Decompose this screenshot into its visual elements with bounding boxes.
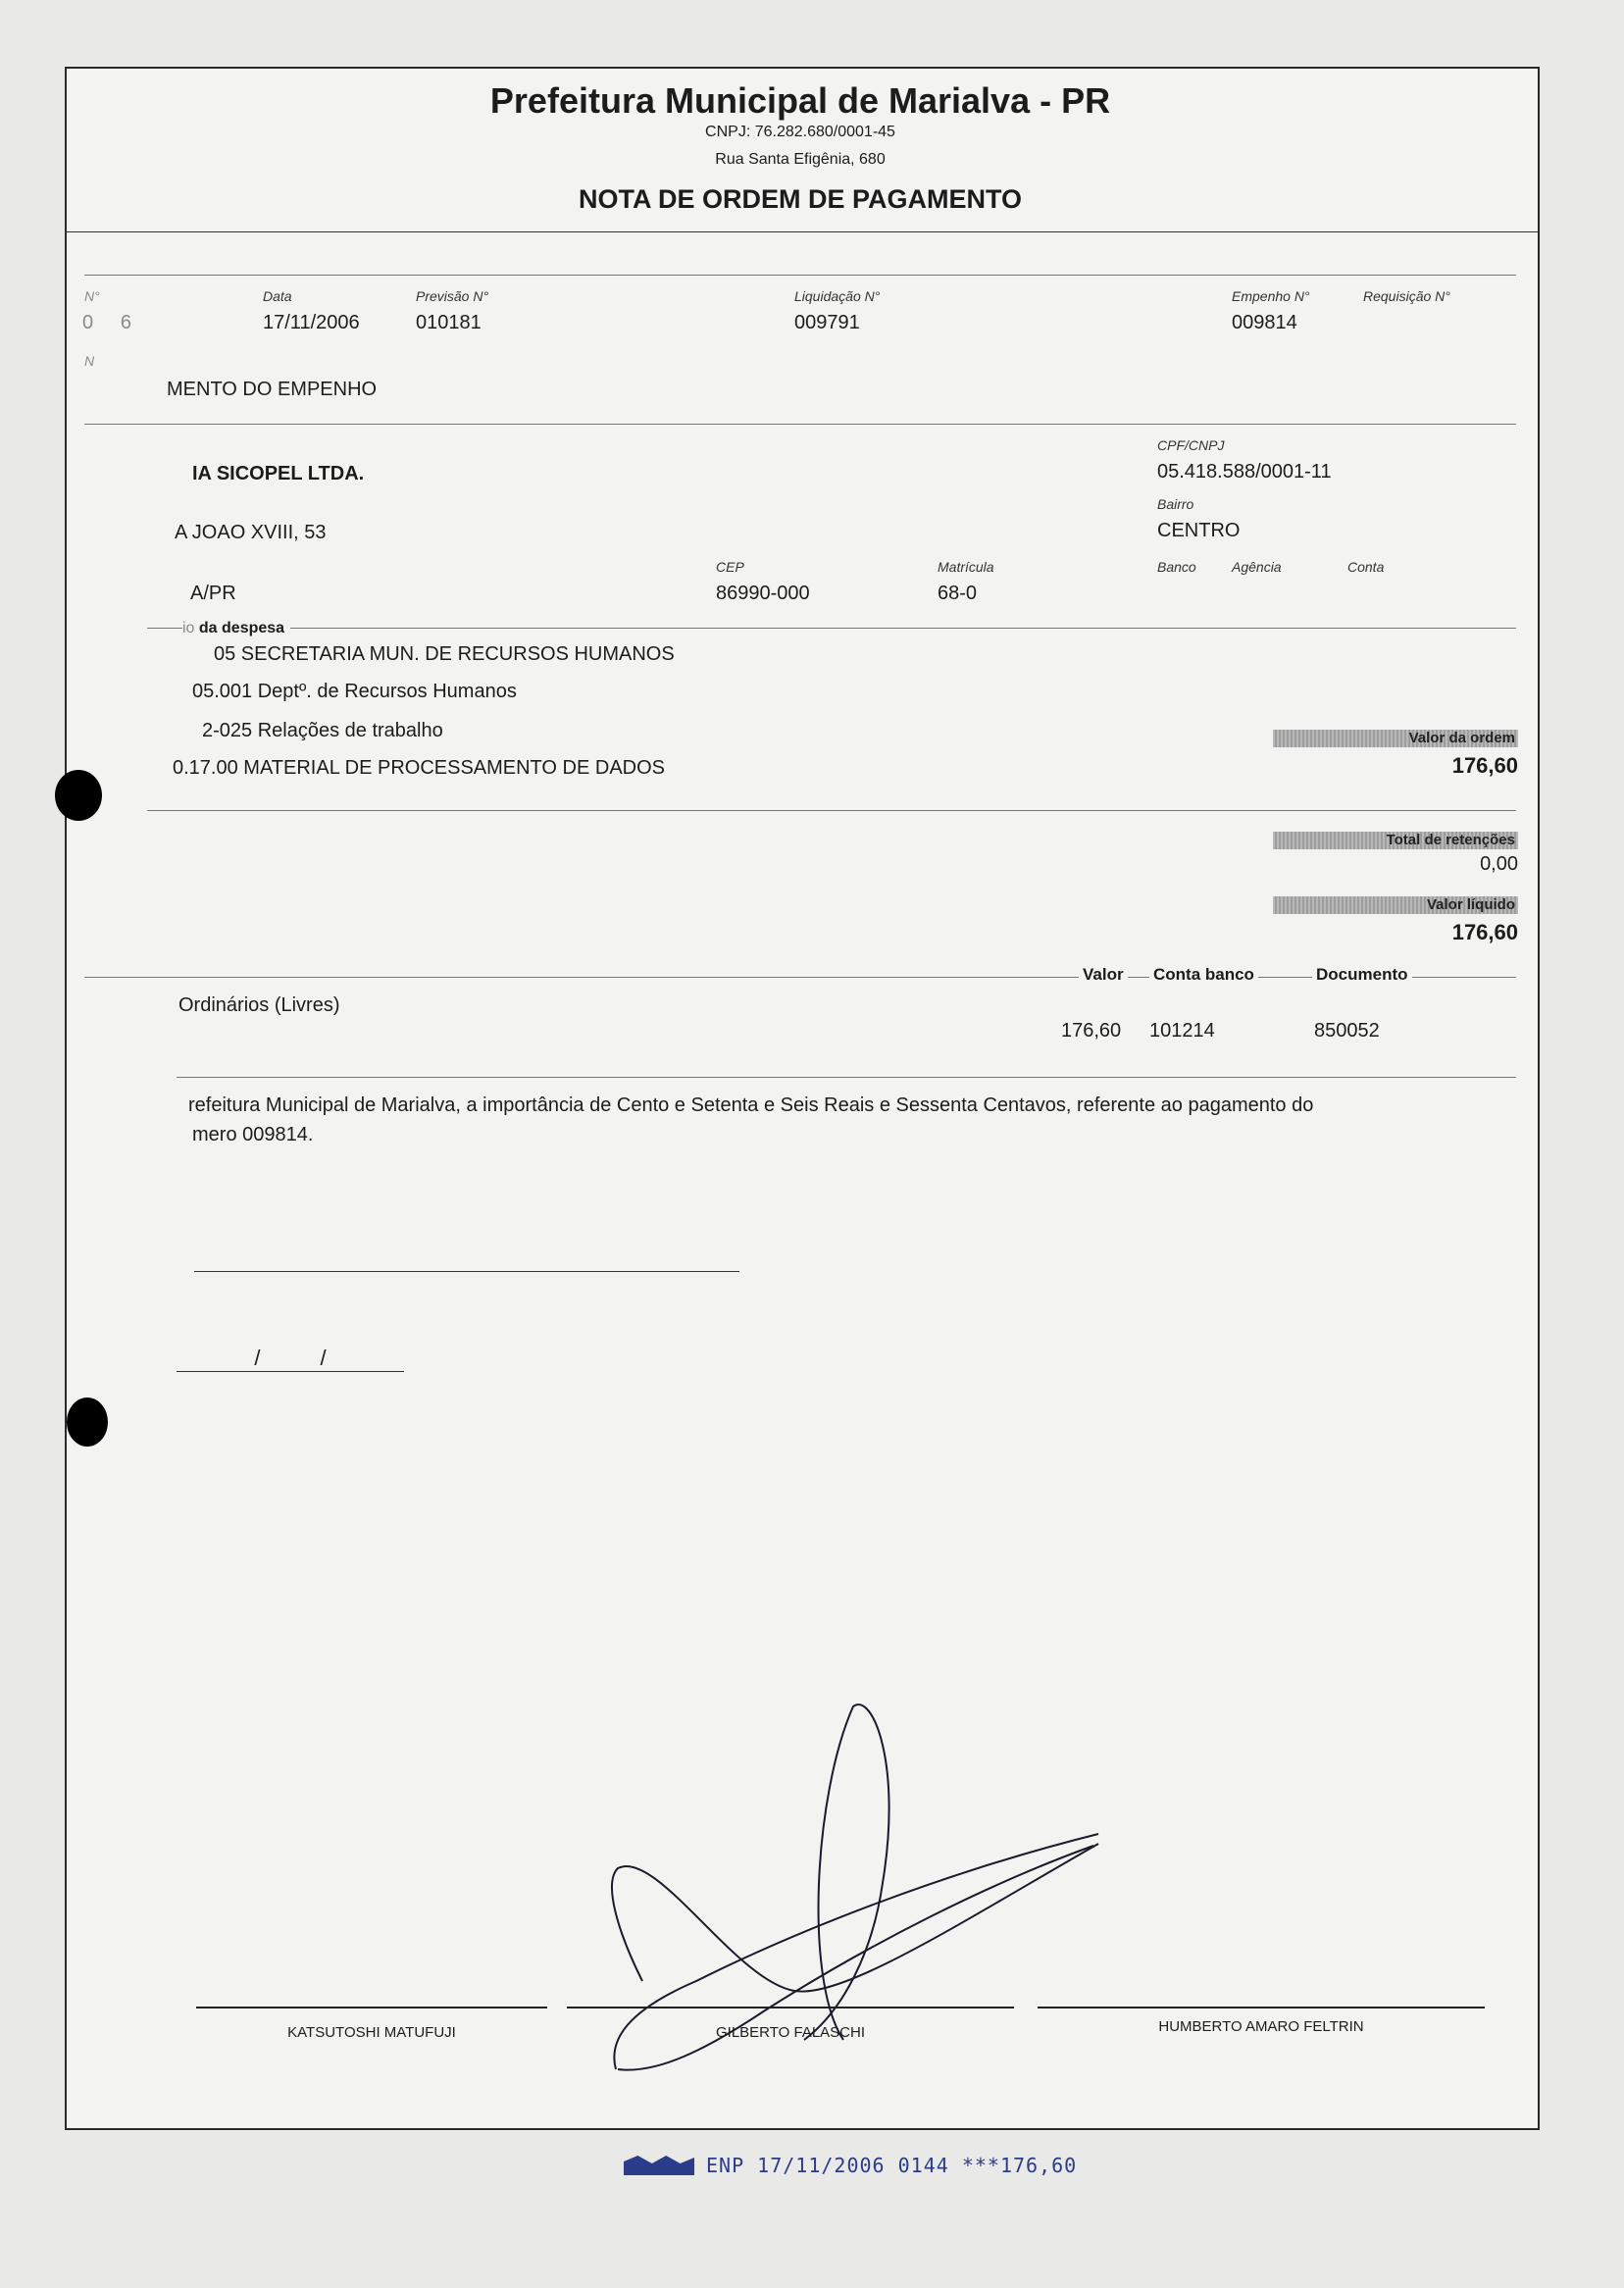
header-cnpj: CNPJ: 76.282.680/0001-45	[705, 124, 895, 140]
col-documento-header: Documento	[1312, 965, 1412, 985]
declaracao-line1: refeitura Municipal de Marialva, a importância de Cento e Setenta e Seis Reais e Sessenta Centavos, referente ao pagamento do	[188, 1094, 1314, 1116]
signature-line-3	[1038, 2007, 1485, 2008]
date-line: / /	[177, 1346, 404, 1372]
signature-line-2	[567, 2007, 1014, 2008]
punch-hole	[67, 1398, 108, 1447]
requisicao-label: Requisição N°	[1363, 288, 1450, 304]
despesa-funcional: 2-025 Relações de trabalho	[202, 720, 443, 741]
credor-endereco: A JOAO XVIII, 53	[175, 522, 327, 543]
despesa-unidade: 05.001 Deptº. de Recursos Humanos	[192, 681, 517, 702]
punch-hole	[55, 770, 102, 821]
document-title: NOTA DE ORDEM DE PAGAMENTO	[578, 184, 1022, 214]
header-divider	[65, 231, 1538, 232]
signatory-2: GILBERTO FALASCHI	[716, 2024, 865, 2041]
liquidacao-value: 009791	[794, 312, 860, 333]
col-valor-header: Valor	[1079, 965, 1128, 985]
despesa-label	[182, 620, 290, 637]
empenho-value: 009814	[1232, 312, 1297, 333]
col-conta-header: Conta banco	[1149, 965, 1258, 985]
matricula-value: 68-0	[938, 583, 978, 604]
liquidacao-label: Liquidação N°	[794, 288, 881, 304]
header-address: Rua Santa Efigênia, 680	[715, 151, 886, 168]
bank-authentication-stamp: ENP 17/11/2006 0144 ***176,60	[706, 2154, 1078, 2177]
section-divider	[84, 977, 1516, 978]
pagamento-conta: 101214	[1149, 1020, 1215, 1042]
section-divider	[177, 1077, 1516, 1078]
declaracao-line2: mero 009814.	[192, 1124, 314, 1145]
valor-ordem-value: 176,60	[1451, 753, 1518, 778]
page-title: Prefeitura Municipal de Marialva - PR	[489, 80, 1111, 121]
data-value: 17/11/2006	[263, 312, 360, 333]
valor-liquido-label: Valor líquido	[1273, 896, 1518, 914]
section-divider	[84, 424, 1516, 425]
cpf-cnpj-value: 05.418.588/0001-11	[1157, 461, 1332, 483]
section-divider	[147, 810, 1516, 811]
despesa-elemento: 0.17.00 MATERIAL DE PROCESSAMENTO DE DADOS	[173, 757, 665, 779]
recebedor-signature-line	[194, 1271, 739, 1272]
handwritten-signature	[549, 1687, 1118, 2079]
signatory-3: HUMBERTO AMARO FELTRIN	[1158, 2018, 1364, 2035]
previsao-label: Previsão N°	[416, 288, 489, 304]
valor-liquido-value: 176,60	[1451, 920, 1518, 944]
conta-label: Conta	[1347, 559, 1385, 575]
despesa-orgao: 05 SECRETARIA MUN. DE RECURSOS HUMANOS	[214, 643, 675, 665]
numero-value: 0 6	[82, 312, 132, 333]
descricao-value: MENTO DO EMPENHO	[167, 379, 378, 400]
pagamento-documento: 850052	[1314, 1020, 1380, 1042]
valor-ordem-label: Valor da ordem	[1273, 730, 1518, 747]
retencoes-value: 0,00	[1480, 853, 1518, 875]
cpf-cnpj-label: CPF/CNPJ	[1157, 437, 1225, 453]
empenho-label: Empenho N°	[1232, 288, 1310, 304]
credor-nome: IA SICOPEL LTDA.	[192, 463, 365, 484]
bank-stamp-logo	[624, 2156, 694, 2175]
descricao-label: N	[84, 353, 95, 369]
bairro-value: CENTRO	[1157, 520, 1241, 541]
section-divider	[84, 275, 1516, 276]
banco-label: Banco	[1157, 559, 1196, 575]
bairro-label: Bairro	[1157, 496, 1194, 512]
signatory-1: KATSUTOSHI MATUFUJI	[287, 2024, 456, 2041]
cep-label: CEP	[716, 559, 744, 575]
signature-line-1	[196, 2007, 547, 2008]
matricula-label: Matrícula	[938, 559, 994, 575]
despesa-label-prefix: io	[182, 620, 195, 636]
section-divider	[147, 628, 1516, 629]
pagamento-fonte: Ordinários (Livres)	[178, 994, 340, 1016]
data-label: Data	[263, 288, 292, 304]
credor-cidade: A/PR	[190, 583, 236, 604]
cep-value: 86990-000	[716, 583, 810, 604]
previsao-value: 010181	[416, 312, 482, 333]
retencoes-label: Total de retenções	[1273, 832, 1518, 849]
numero-label: N°	[84, 288, 100, 304]
agencia-label: Agência	[1232, 559, 1282, 575]
pagamento-valor: 176,60	[1061, 1020, 1122, 1042]
despesa-label-text: da despesa	[198, 620, 285, 636]
